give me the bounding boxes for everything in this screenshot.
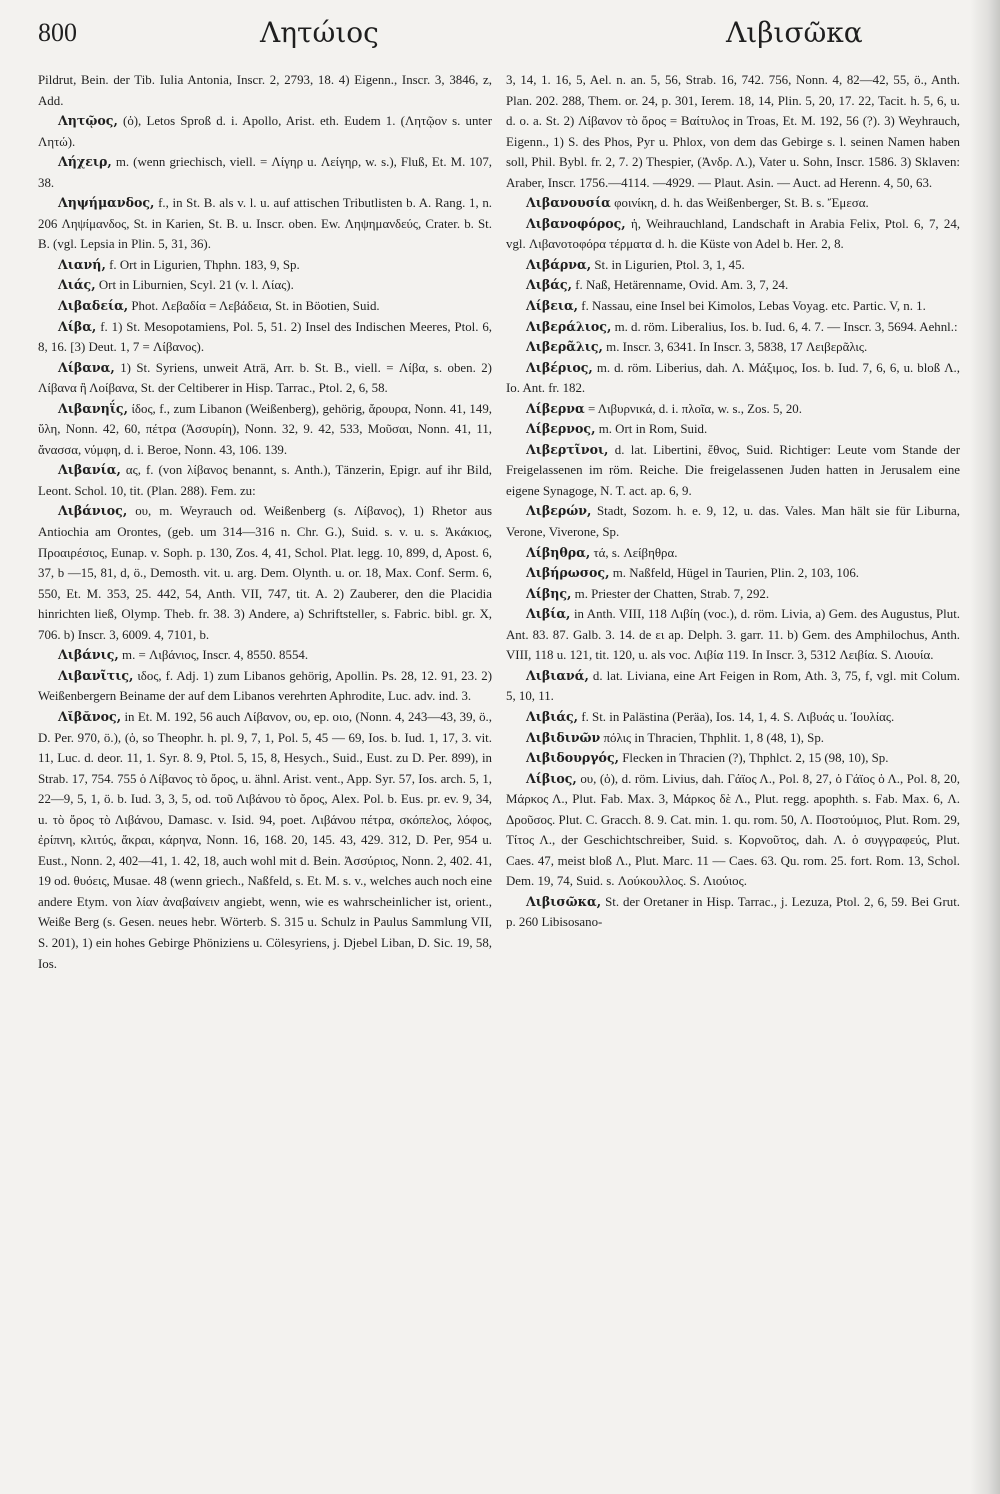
dictionary-entry: [38, 358, 492, 399]
right-column: [506, 70, 960, 974]
entry-lemma: Λίβα,: [58, 318, 97, 334]
dictionary-entry: [506, 728, 960, 749]
entry-text: f. Nassau, eine Insel bei Kimolos, Lebas Voyag. etc. Partic. V, n. 1.: [581, 299, 926, 314]
dictionary-entry: [506, 193, 960, 214]
dictionary-entry: [506, 707, 960, 728]
page-number: 800: [38, 18, 77, 47]
entry-lemma: Λιάς,: [58, 277, 96, 293]
dictionary-entry: [506, 543, 960, 564]
entry-lemma: Λιβισῶκα,: [526, 893, 602, 909]
dictionary-entry: [506, 892, 960, 933]
dictionary-entry: [506, 666, 960, 707]
entry-lemma: Λίβερνα: [526, 400, 585, 416]
entry-lemma: Λιβέριος,: [526, 359, 593, 375]
entry-lemma: Λίβεια,: [526, 298, 579, 314]
entry-text: 3, 14, 1. 16, 5, Ael. n. an. 5, 56, Strab. 16, 742. 756, Nonn. 4, 82—42, 55, ö., Anth. Plan. 202. 288, Them. or. 24, p. 301, Ierem. 18, 14, Plin. 5, 20, 17. 22, Tacit. h. 5, 6, u. d. o. a. St. 2) Λίβανον τὸ ὄρος = Βαίτυλος in Troas, Et. M. 192, 56 (?). 3) Weyhrauch, Eigenn., 1) S. des Phos, Pyr u. Phlox, von dem das Gebirge s. l. seinen Namen haben soll, Phil. Bybl. fr. 2, 7. 2) Thespier, (Ἀνδρ. Λ.), Vater u. Sohn, Inscr. 1586. 3) Sklaven: Araber, Inscr. 1756.—4114. —4929. — Plaut. Asin. — Auct. ad Herenn. 4, 50, 63.: [506, 73, 960, 190]
dictionary-entry: [506, 358, 960, 399]
entry-lemma: Λιβανηΐς,: [58, 400, 128, 416]
entry-lemma: Λιβανουσία: [526, 195, 611, 211]
entry-text: Ort in Liburnien, Scyl. 21 (v. l. Λίας).: [98, 278, 294, 293]
dictionary-entry: [506, 748, 960, 769]
entry-text: m. Inscr. 3, 6341. In Inscr. 3, 5838, 17 Λειβερᾶλις.: [606, 340, 868, 355]
dictionary-entry: [506, 70, 960, 193]
entry-lemma: Λιβανῖτις,: [58, 667, 134, 683]
entry-text: f., in St. B. als v. l. u. auf attischen Tributlisten b. A. Rang. 1, n. 206 Ληψίμανδος, St. in Karien, St. B. u. Inscr. oben. Ew. Ληψημανδεύς, Crater. b. St. B. (vgl. Lepsia in Plin. 5, 31, 36).: [38, 196, 492, 252]
entry-lemma: Λιβήρωσος,: [526, 565, 610, 581]
dictionary-entry: [506, 214, 960, 255]
left-column: [38, 70, 492, 974]
entry-lemma: Λιβεράλιος,: [526, 318, 612, 334]
entry-text: in Anth. VIII, 118 Λιβίη (voc.), d. röm. Livia, a) Gem. des Augustus, Plut. Ant. 83. 87. Galb. 3. 14. de ει ap. Delph. 3. garr. 11. b) Gem. des Amphilochus, Anth. VIII, 118 u. 121, tit. 120, u. als voc. Λιβία 119. In Inscr. 3, 5312 Λειβία. S. Λιουία.: [506, 607, 961, 663]
entry-text: ου, m. Weyrauch od. Weißenberg (s. Λίβανος), 1) Rhetor aus Antiochia am Orontes, (geb. um 314—316 n. Chr. G.), Suid. s. v. u. s. Ἀκάκιος, Προαιρέσιος, Eunap. v. Soph. p. 130, Zos. 4, 41, Schol. Plat. legg. 10, 899, d, Apost. 6, 37, b —15, 81, d, ö., Demosth. vit. u. arg. Dem. Olynth. u. or. 18, Max. Conf. Serm. 6, 550, Et. M. 353, 25. 442, 54, Anth. VII, 747, tit. A. 2) Zauberer, den die Placidia hinrichten ließ, Olymp. Theb. fr. 38. 3) Andere, a) Schriftsteller, s. Fabric. bibl. gr. X, 706. b) Inscr. 3, 6009. 4, 7101, b.: [38, 504, 492, 642]
dictionary-entry: [38, 70, 492, 111]
entry-text: Stadt, Sozom. h. e. 9, 12, u. das. Vales. Man hält sie für Liburna, Verone, Viverone, Sp.: [506, 504, 960, 540]
dictionary-entry: [38, 275, 492, 296]
entry-text: τά, s. Λείβηθρα.: [593, 545, 678, 560]
page-edge-shadow: [970, 0, 1000, 1494]
dictionary-entry: [38, 193, 492, 255]
dictionary-entry: [506, 419, 960, 440]
dictionary-entry: [38, 501, 492, 645]
entry-text: d. lat. Liviana, eine Art Feigen in Rom, Ath. 3, 75, f, vgl. mit Colum. 5, 10, 11.: [506, 668, 960, 704]
entry-text: m. = Λιβάνιος, Inscr. 4, 8550. 8554.: [122, 648, 309, 663]
entry-text: = Λιβυρνικά, d. i. πλοῖα, w. s., Zos. 5, 20.: [587, 401, 802, 416]
page-header: [38, 14, 960, 54]
entry-text: m. Priester der Chatten, Strab. 7, 292.: [574, 586, 770, 601]
entry-text: m. d. röm. Liberalius, Ios. b. Iud. 6, 4. 7. — Inscr. 3, 5694. Aehnl.:: [614, 319, 958, 334]
dictionary-entry: [506, 337, 960, 358]
entry-text: m. d. röm. Liberius, dah. Λ. Μάξιμος, Ios. b. Iud. 7, 6, 6, u. bloß Λ., Io. Ant. fr. 182.: [506, 360, 960, 396]
entry-lemma: Λιβιδινῶν: [526, 729, 601, 745]
dictionary-entry: [38, 255, 492, 276]
entry-lemma: Λιβάνιος,: [58, 503, 128, 519]
entry-lemma: Λιβερᾶλις,: [526, 339, 603, 355]
entry-text: ἡ, Weihrauchland, Landschaft in Arabia Felix, Ptol. 6, 7, 24, vgl. Λιβανοτοφόρα τέρματα d. h. die Küste von Adel b. Her. 2, 8.: [506, 216, 960, 252]
entry-text: ας, f. (von λίβανος benannt, s. Anth.), Tänzerin, Epigr. auf ihr Bild, Leont. Schol. 10, tit. (Plan. 288). Fem. zu:: [38, 463, 492, 498]
entry-lemma: Λιανή,: [58, 256, 106, 272]
entry-lemma: Λιβαδεία,: [58, 298, 129, 314]
dictionary-entry: [38, 460, 492, 501]
dictionary-entry: [38, 152, 492, 193]
entry-text: Phot. Λεβαδία = Λεβάδεια, St. in Böotien, Suid.: [131, 299, 380, 314]
dictionary-entry: [38, 707, 492, 974]
entry-text: ίδος, f., zum Libanon (Weißenberg), gehörig, ἄρουρα, Nonn. 41, 149, ὕλη, Nonn. 42, 60, πέτρα (Ἀσσυρίη), Nonn. 32, 9. 42, 533, Μοῦσαι, Nonn. 41, 11, ἄνασσα, νύμφη, d. i. Beroe, Nonn. 43, 106. 139.: [38, 401, 492, 457]
entry-lemma: Λιβάρνα,: [526, 256, 592, 272]
entry-lemma: Λιβάνις,: [58, 647, 119, 663]
entry-text: St. in Ligurien, Ptol. 3, 1, 45.: [594, 257, 745, 272]
entry-lemma: Λιβία,: [526, 606, 571, 622]
entry-text: f. Ort in Ligurien, Thphn. 183, 9, Sp.: [109, 257, 300, 272]
entry-text: ου, (ὁ), d. röm. Livius, dah. Γάϊος Λ., Pol. 8, 27, ὁ Γάϊος ὁ Λ., Pol. 8, 20, Μάρκος Λ., Plut. Fab. Max. 3, Μάρκος δὲ Λ., Plut. regg. apophth. s. Fab. Max. 6, Λ. Δροῦσος. Plut. C. Gracch. 8. 9. Cat. min. 1. qu. rom. 50, Λ. Ποστούμιος, Plut. Rom. 29, Τίτος Λ., der Geschichtschreiber, Suid. s. Κορνοῦτος, dah. Λ. ὁ συγγραφεύς, Plut. Caes. 47, meist bloß Λ., Plut. Marc. 11 — Caes. 63. Qu. rom. 25. fort. Rom. 13, Schol. Dem. 19, 74, Suid. s. Λούκουλλος. S. Λιούιος.: [506, 771, 960, 889]
dictionary-entry: [506, 255, 960, 276]
entry-lemma: Λῐβᾰνος,: [58, 708, 122, 724]
entry-text: f. 1) St. Mesopotamiens, Pol. 5, 51. 2) Insel des Indischen Meeres, Ptol. 6, 8, 16. [3) Deut. 1, 7 = Λίβανος).: [38, 319, 493, 355]
dictionary-entry: [38, 317, 492, 358]
dictionary-entry: [38, 666, 492, 707]
entry-lemma: Λιβανοφόρος,: [526, 215, 626, 231]
entry-lemma: Λητῷος,: [58, 113, 118, 129]
dictionary-entry: [506, 317, 960, 338]
running-head-left: Λητώιος: [260, 16, 379, 49]
entry-text: πόλις in Thracien, Thphlit. 1, 8 (48, 1), Sp.: [603, 730, 825, 745]
entry-text: m. Ort in Rom, Suid.: [598, 422, 708, 437]
dictionary-entry: [506, 604, 960, 666]
dictionary-entry: [506, 275, 960, 296]
text-columns: [38, 70, 960, 974]
dictionary-entry: [506, 563, 960, 584]
entry-text: (ὁ), Letos Sproß d. i. Apollo, Arist. eth. Eudem 1. (Λητῷον s. unter Λητώ).: [38, 114, 492, 149]
dictionary-entry: [506, 440, 960, 502]
entry-lemma: Λίβανα,: [58, 359, 115, 375]
entry-lemma: Λιβιάς,: [526, 708, 579, 724]
entry-text: Flecken in Thracien (?), Thphlct. 2, 15 (98, 10), Sp.: [622, 751, 889, 766]
entry-text: 1) St. Syriens, unweit Aträ, Arr. b. St. B., viell. = Λίβα, s. oben. 2) Λίβανα ἢ Λοίβανα, St. der Celtiberer in Hisp. Tarrac., Ptol. 2, 6, 58.: [38, 360, 492, 396]
entry-lemma: Λήχειρ,: [58, 154, 112, 170]
dictionary-entry: [506, 399, 960, 420]
dictionary-entry: [38, 399, 492, 461]
entry-lemma: Λίβηθρα,: [526, 544, 591, 560]
entry-lemma: Λιβερτῖνοι,: [526, 441, 609, 457]
entry-text: ιδος, f. Adj. 1) zum Libanos gehörig, Apollin. Ps. 28, 12. 91, 23. 2) Weißenbergern Beiname der auf dem Libanos verehrten Aphrodite, Luc. adv. ind. 3.: [38, 668, 492, 704]
entry-lemma: Λίβιος,: [526, 770, 577, 786]
entry-lemma: Λιβιδουργός,: [526, 750, 620, 766]
entry-lemma: Λιβανία,: [58, 462, 121, 478]
entry-lemma: Λιβιανά,: [526, 667, 589, 683]
entry-text: Pildrut, Bein. der Tib. Iulia Antonia, Inscr. 2, 2793, 18. 4) Eigenn., Inscr. 3, 3846, z, Add.: [38, 73, 492, 108]
entry-text: f. Naß, Hetärenname, Ovid. Am. 3, 7, 24.: [575, 278, 789, 293]
dictionary-entry: [506, 296, 960, 317]
dictionary-entry: [506, 501, 960, 542]
entry-text: m. (wenn griechisch, viell. = Λίγηρ u. Λείγηρ, w. s.), Fluß, Et. M. 107, 38.: [38, 155, 492, 190]
entry-lemma: Λιβερών,: [526, 503, 592, 519]
entry-text: d. lat. Libertini, ἔθνος, Suid. Richtiger: Leute vom Stande der Freigelassenen im röm. Reiche. Die freigelassenen Juden hatten in Jerusalem eine eigene Synagoge, N. T. act. ap. 6, 9.: [506, 442, 960, 498]
entry-text: St. der Oretaner in Hisp. Tarrac., j. Lezuza, Ptol. 2, 6, 59. Bei Grut. p. 260 Libisosano-: [506, 894, 960, 930]
entry-lemma: Λίβερνος,: [526, 421, 596, 437]
dictionary-entry: [38, 645, 492, 666]
dictionary-entry: [38, 296, 492, 317]
entry-lemma: Λιβάς,: [526, 277, 572, 293]
dictionary-entry: [506, 584, 960, 605]
running-head-right: Λιβισῶκα: [726, 16, 863, 49]
entry-lemma: Ληψήμανδος,: [58, 195, 155, 211]
dictionary-entry: [38, 111, 492, 152]
entry-text: in Et. M. 192, 56 auch Λίβανον, ου, ep. οιο, (Nonn. 4, 243—43, 39, ö., D. Per. 970, ö.), (ὁ, so Theophr. h. pl. 9, 7, 1, Pol. 5, 45 — 69, Ios. b. Iud. 1, 17, 3. vit. 11, Luc. d. deor. 11, 1. Syr. 8. 9, Ptol. 5, 15, 8, Hesych., Suid., Eust. zu D. Per. 899), in Strab. 17, 754. 755 ὁ Λίβανος τὸ ὄρος, u. ähnl. Arist. vent., App. Syr. 57, Ios. arch. 5, 1, 22—9, 5, 1, ö. b. Iud. 3, 3, 5, od. τοῦ Λιβάνου τὸ ὄρος, Alex. Pol. b. Eus. pr. ev. 9, 34, u. τὸ ὄρος τὸ Λιβάνου, Damasc. v. Isid. 94, poet. Λιβάνου πέτρα, σκόπελος, λόφος, ἐρίπνη, κλιτύς, ἄκραι, κάρηνα, Nonn. 16, 168. 20, 145. 43, 429. 312, D. Per, 954 u. Eust., Nonn. 2, 402—41, 1. 42, 18, auch wohl mit d. Bein. Ἀσσύριος, Nonn. 2, 402. 41, 19 od. θυόεις, Musae. 48 (wenn griech., Naßfeld, s. Et. M. s. v., welches auch noch eine andere Etym. von λίαν ἀναβαίνειν angiebt, wenn, wie es wahrscheinlicher ist, orient., Weiße Berg (s. Gesen. neues hebr. Wörterb. S. 315 u. Schulz in Paulus Sammlung VII, S. 201), 1) ein hohes Gebirge Phöniziens u. Cölesyriens, j. Djebel Liban, D. Sic. 19, 58, Ios.: [38, 709, 492, 971]
entry-text: φοινίκη, d. h. das Weißenberger, St. B. s. Ἔμεσα.: [614, 196, 869, 211]
entry-text: f. St. in Palästina (Peräa), Ios. 14, 1, 4. S. Λιβυάς u. Ἰουλίας.: [581, 709, 895, 724]
entry-text: m. Naßfeld, Hügel in Taurien, Plin. 2, 103, 106.: [612, 566, 859, 581]
dictionary-entry: [506, 769, 960, 892]
entry-lemma: Λίβης,: [526, 585, 572, 601]
